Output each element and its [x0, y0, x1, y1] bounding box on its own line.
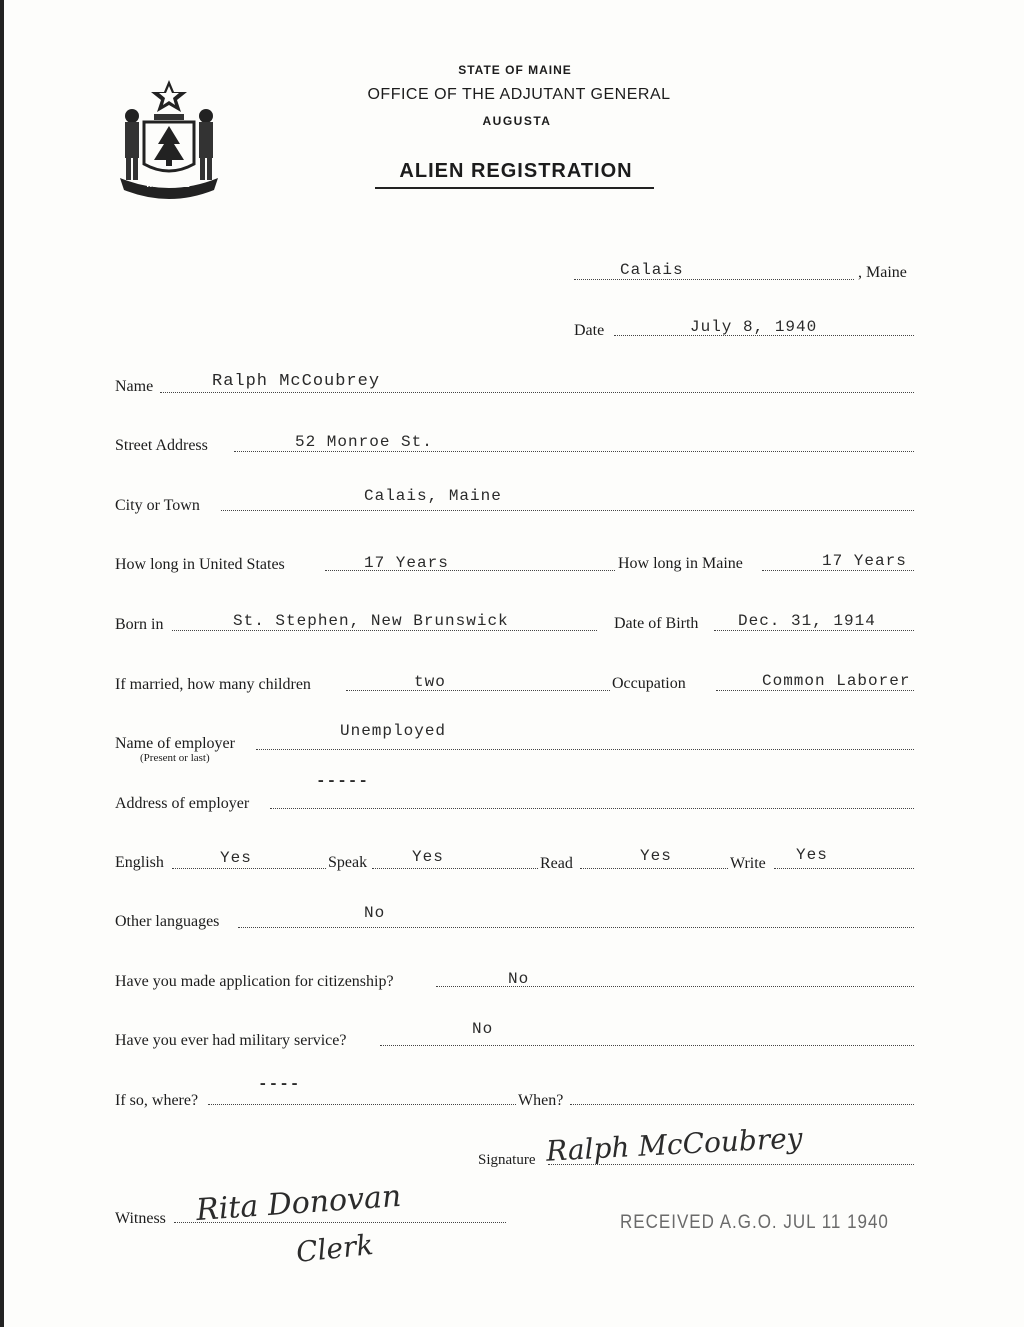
scan-edge	[0, 0, 4, 1327]
write-line	[774, 868, 914, 869]
where-line	[208, 1104, 516, 1105]
occupation-value: Common Laborer	[762, 672, 911, 690]
english-value: Yes	[220, 849, 252, 867]
read-label: Read	[540, 855, 573, 872]
place-line	[574, 279, 854, 280]
employer-address-line	[270, 808, 914, 809]
english-line	[172, 868, 326, 869]
header-office: OFFICE OF THE ADJUTANT GENERAL	[367, 86, 671, 103]
witness-title: Clerk	[294, 1228, 375, 1269]
city-label: City or Town	[115, 497, 200, 514]
date-label: Date	[574, 322, 605, 339]
seal-banner-text: MAINE	[146, 178, 192, 190]
occupation-label: Occupation	[612, 675, 686, 692]
place-suffix: , Maine	[858, 264, 907, 281]
street-line	[234, 451, 914, 452]
us-time-label: How long in United States	[115, 556, 285, 573]
employer-address-value: -----	[316, 772, 370, 790]
city-value: Calais, Maine	[364, 487, 502, 505]
occupation-line	[716, 690, 914, 691]
read-value: Yes	[640, 847, 672, 865]
when-line	[570, 1104, 914, 1105]
children-label: If married, how many children	[115, 676, 311, 693]
employer-value: Unemployed	[340, 722, 447, 740]
write-value: Yes	[796, 846, 828, 864]
speak-value: Yes	[412, 848, 444, 866]
dob-line	[714, 630, 914, 631]
witness-signature: Rita Donovan	[195, 1178, 403, 1229]
maine-time-value: 17 Years	[822, 552, 907, 570]
other-languages-label: Other languages	[115, 913, 220, 930]
signature-label: Signature	[478, 1152, 536, 1168]
military-label: Have you ever had military service?	[115, 1032, 347, 1049]
write-label: Write	[730, 855, 766, 872]
place-value: Calais	[620, 261, 684, 279]
children-line	[346, 690, 610, 691]
employer-label: Name of employer	[115, 735, 235, 752]
form-title: ALIEN REGISTRATION	[399, 160, 633, 182]
maine-time-label: How long in Maine	[618, 555, 743, 572]
military-line	[380, 1045, 914, 1046]
title-underline	[375, 187, 654, 189]
speak-label: Speak	[328, 854, 368, 871]
where-label: If so, where?	[115, 1092, 199, 1109]
read-line	[580, 868, 728, 869]
header-city: AUGUSTA	[482, 114, 552, 128]
dob-label: Date of Birth	[614, 615, 699, 632]
when-label: When?	[518, 1092, 564, 1109]
dob-value: Dec. 31, 1914	[738, 612, 876, 630]
citizenship-value: No	[508, 970, 530, 988]
born-label: Born in	[115, 616, 164, 633]
children-value: two	[414, 673, 446, 691]
military-value: No	[472, 1020, 494, 1038]
other-languages-value: No	[364, 904, 386, 922]
city-line	[221, 510, 914, 511]
employer-line	[256, 749, 914, 750]
us-time-value: 17 Years	[364, 554, 449, 572]
maine-time-line	[762, 570, 914, 571]
signature-value: Ralph McCoubrey	[545, 1121, 804, 1168]
employer-address-label: Address of employer	[115, 795, 250, 812]
name-value: Ralph McCoubrey	[212, 372, 381, 391]
other-languages-line	[238, 927, 914, 928]
name-label: Name	[115, 378, 154, 395]
citizenship-label: Have you made application for citizenship?	[115, 973, 394, 990]
header-state: STATE OF MAINE	[458, 63, 572, 77]
speak-line	[372, 868, 538, 869]
date-value: July 8, 1940	[690, 318, 818, 336]
born-line	[172, 630, 597, 631]
name-line	[160, 392, 914, 393]
received-stamp: RECEIVED A.G.O. JUL 11 1940	[620, 1210, 889, 1233]
street-label: Street Address	[115, 437, 208, 454]
employer-sublabel: (Present or last)	[140, 752, 210, 764]
english-label: English	[115, 854, 164, 871]
where-value: ----	[258, 1075, 301, 1093]
born-value: St. Stephen, New Brunswick	[233, 612, 509, 630]
street-value: 52 Monroe St.	[295, 433, 433, 451]
witness-label: Witness	[115, 1210, 166, 1227]
